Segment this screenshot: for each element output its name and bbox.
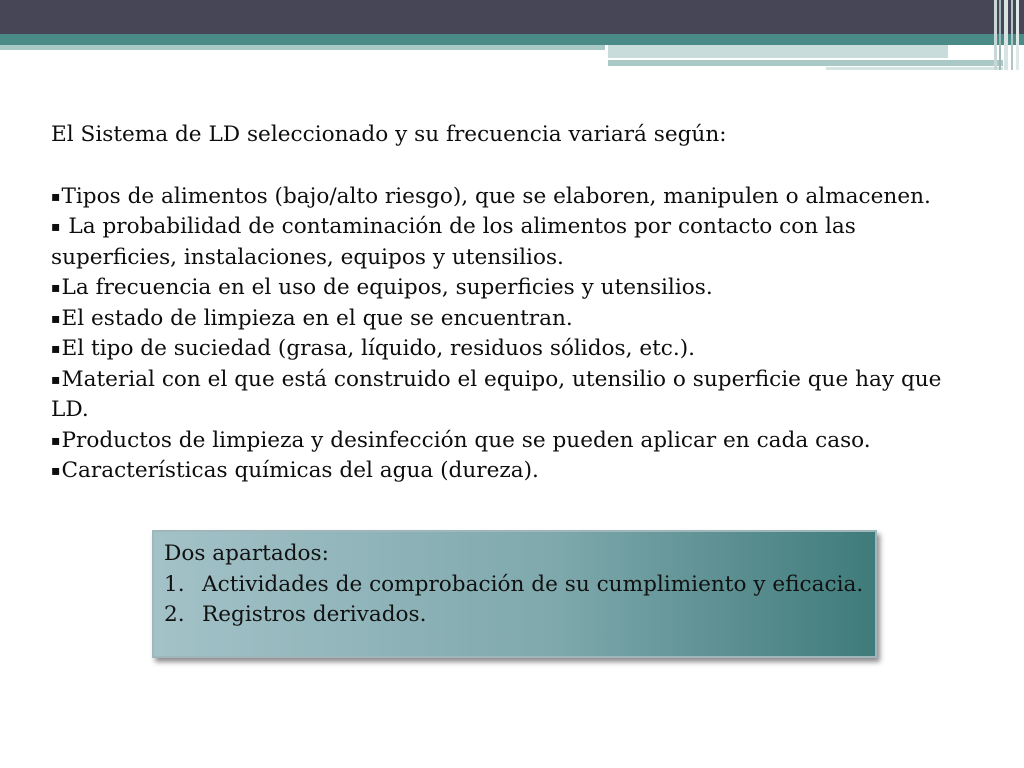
bullet-icon: ▪ xyxy=(51,188,61,205)
callout-box xyxy=(152,530,877,658)
bullet-icon: ▪ xyxy=(51,463,61,479)
bullet-item: ▪Características químicas del agua (dureza). xyxy=(51,458,539,483)
callout-item-number: 1. xyxy=(164,571,185,597)
callout-item-text: Actividades de comprobación de su cumplimiento y eficacia. xyxy=(202,571,864,597)
header-light-band xyxy=(0,45,605,50)
callout-title: Dos apartados: xyxy=(164,541,329,566)
bullet-icon: ▪ xyxy=(51,219,61,235)
bullet-item: ▪Productos de limpieza y desinfección que se pueden aplicar en cada caso. xyxy=(51,427,871,453)
callout-item xyxy=(164,600,865,631)
bullet-item: ▪ La probabilidad de contaminación de los alimentos por contacto con las superficies, instalaciones, equipos y utensilios. xyxy=(51,214,856,270)
header-accent-bar-2 xyxy=(608,60,1003,66)
bullet-item: ▪La frecuencia en el uso de equipos, superficies y utensilios. xyxy=(51,275,713,300)
bullet-item: ▪El tipo de suciedad (grasa, líquido, residuos sólidos, etc.). xyxy=(51,336,696,361)
bullet-icon: ▪ xyxy=(51,341,61,357)
header-dark-band xyxy=(0,0,1024,34)
bullet-item: ▪El estado de limpieza en el que se encuentran. xyxy=(51,305,573,331)
callout-item-number: 2. xyxy=(164,602,185,627)
header-accent-bar-3 xyxy=(826,67,1003,70)
bullet-icon: ▪ xyxy=(51,432,61,449)
bullet-icon: ▪ xyxy=(51,310,61,327)
callout-list xyxy=(164,570,865,631)
bullet-item: ▪Tipos de alimentos (bajo/alto riesgo), que se elaboren, manipulen o almacenen. xyxy=(51,183,931,209)
bullet-icon: ▪ xyxy=(51,280,61,296)
slide-body xyxy=(51,120,981,487)
callout-item xyxy=(164,570,865,601)
bullet-icon: ▪ xyxy=(51,371,61,388)
header-vertical-stripes xyxy=(992,0,1024,70)
bullet-item: ▪Material con el que está construido el equipo, utensilio o superficie que hay que LD. xyxy=(51,366,942,422)
callout-item-text: Registros derivados. xyxy=(202,602,427,627)
intro-text: El Sistema de LD seleccionado y su frecuencia variará según: xyxy=(51,122,727,147)
bullet-list xyxy=(51,182,981,487)
header-accent-bar xyxy=(608,45,948,58)
header-teal-band xyxy=(0,34,1024,45)
